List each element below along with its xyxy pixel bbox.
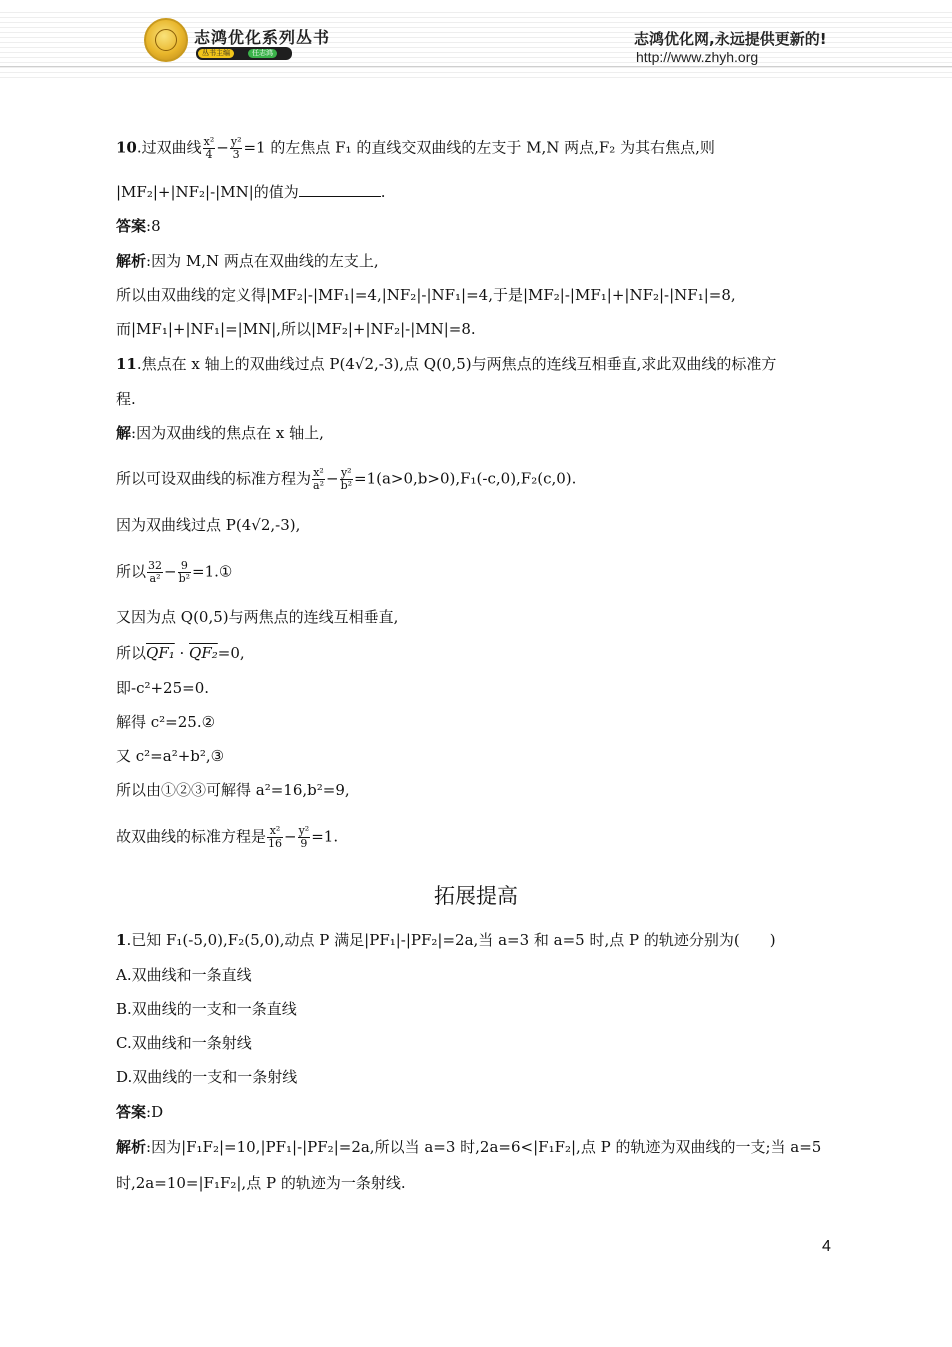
fraction-denominator: b² bbox=[178, 572, 191, 585]
q11-solution-10: 所以由①②③可解得 a²=16,b²=9, bbox=[116, 781, 350, 799]
analysis-text: :因为|F₁F₂|=10,|PF₁|-|PF₂|=2a,所以当 a=3 时,2a=6<|F₁F₂|,点 P 的轨迹为双曲线的一支;当 a=5 bbox=[146, 1138, 822, 1156]
q11-line-1 bbox=[116, 354, 776, 374]
dot-operator: · bbox=[174, 644, 190, 662]
q11-text: .焦点在 x 轴上的双曲线过点 P(4√2,-3),点 Q(0,5)与两焦点的连线互相垂直,求此双曲线的标准方 bbox=[136, 355, 777, 373]
fraction-numerator: 9 bbox=[178, 560, 191, 573]
q10-fraction-y bbox=[230, 136, 243, 161]
fraction bbox=[267, 825, 283, 850]
editor-name: 任志鸿 bbox=[248, 49, 277, 58]
q11-solution-4 bbox=[116, 560, 232, 585]
fraction-denominator: 16 bbox=[268, 837, 283, 850]
q11-number: 11 bbox=[116, 355, 137, 373]
q11-solution-9: 又 c²=a²+b²,③ bbox=[116, 747, 225, 765]
answer-value: :8 bbox=[146, 217, 161, 235]
editor-badge bbox=[196, 47, 292, 60]
q10-analysis-1 bbox=[116, 251, 379, 271]
answer-value: :D bbox=[146, 1103, 164, 1121]
fraction-denominator: 3 bbox=[232, 148, 240, 161]
solution-text: =1.① bbox=[192, 562, 233, 581]
analysis-label: 解析 bbox=[116, 252, 147, 270]
q11-solution-3: 因为双曲线过点 P(4√2,-3), bbox=[116, 516, 301, 534]
site-name: 志鸿优化网,永远提供更新的! bbox=[634, 30, 827, 48]
option-a: A.双曲线和一条直线 bbox=[116, 966, 252, 984]
page-header bbox=[0, 0, 952, 82]
vector-qf2: QF₂ bbox=[189, 644, 218, 662]
q10-answer bbox=[116, 216, 161, 236]
q11-solution-1 bbox=[116, 423, 324, 443]
fraction bbox=[312, 467, 325, 492]
fraction-denominator: 9 bbox=[300, 837, 308, 850]
fraction-numerator: 32 bbox=[148, 559, 163, 572]
solution-text: =1(a>0,b>0),F₁(-c,0),F₂(c,0). bbox=[354, 469, 577, 488]
q10-analysis-3: 而|MF₁|+|NF₁|=|MN|,所以|MF₂|+|NF₂|-|MN|=8. bbox=[116, 320, 476, 338]
q11-solution-11 bbox=[116, 825, 338, 850]
fraction bbox=[298, 825, 311, 850]
answer-label: 答案 bbox=[116, 217, 147, 235]
fraction bbox=[178, 560, 191, 585]
fraction-denominator: a² bbox=[313, 479, 324, 492]
ext1-question bbox=[116, 930, 776, 950]
solution-text: 所以可设双曲线的标准方程为 bbox=[116, 469, 312, 488]
fraction-denominator: a² bbox=[149, 572, 161, 585]
solution-text: 所以 bbox=[116, 562, 147, 581]
page-number: 4 bbox=[822, 1238, 831, 1255]
solution-text: =1. bbox=[311, 827, 339, 846]
ext1-number: 1 bbox=[116, 931, 127, 949]
solution-text: =0, bbox=[217, 644, 245, 662]
q11-solution-7: 即-c²+25=0. bbox=[116, 679, 210, 697]
fraction-numerator: y² bbox=[298, 824, 310, 837]
fraction bbox=[147, 560, 163, 585]
option-d: D.双曲线的一支和一条射线 bbox=[116, 1068, 298, 1086]
ext1-analysis-2: 时,2a=10=|F₁F₂|,点 P 的轨迹为一条射线. bbox=[116, 1174, 406, 1192]
minus-sign: − bbox=[325, 469, 339, 488]
q10-analysis-2: 所以由双曲线的定义得|MF₂|-|MF₁|=4,|NF₂|-|NF₁|=4,于是|MF₂|-|MF₁|+|NF₂|-|NF₁|=8, bbox=[116, 286, 736, 304]
series-title: 志鸿优化系列丛书 bbox=[194, 28, 331, 47]
section-title: 拓展提高 bbox=[434, 884, 518, 908]
option-c: C.双曲线和一条射线 bbox=[116, 1034, 252, 1052]
answer-label: 答案 bbox=[116, 1103, 147, 1121]
vector-qf1: QF₁ bbox=[146, 644, 175, 662]
ext1-question-text: .已知 F₁(-5,0),F₂(5,0),动点 P 满足|PF₁|-|PF₂|=2a,当 a=3 和 a=5 时,点 P 的轨迹分别为( ) bbox=[126, 931, 776, 949]
q11-line-2: 程. bbox=[116, 390, 136, 408]
fraction-numerator: x² bbox=[203, 135, 215, 148]
q10-number: 10 bbox=[116, 138, 137, 157]
ext1-analysis-1 bbox=[116, 1137, 821, 1157]
q10-text-1: .过双曲线 bbox=[136, 138, 202, 157]
q10-line-2-end: . bbox=[380, 183, 386, 201]
analysis-text: :因为 M,N 两点在双曲线的左支上, bbox=[146, 252, 379, 270]
solution-label: 解 bbox=[116, 424, 132, 442]
solution-text: 所以 bbox=[116, 644, 147, 662]
header-divider bbox=[0, 66, 952, 67]
q11-solution-2 bbox=[116, 467, 576, 492]
q11-solution-5: 又因为点 Q(0,5)与两焦点的连线互相垂直, bbox=[116, 608, 399, 626]
minus-sign: − bbox=[216, 138, 229, 157]
minus-sign: − bbox=[164, 562, 177, 581]
q10-fraction-x bbox=[203, 136, 216, 161]
answer-blank bbox=[299, 182, 381, 197]
fraction-numerator: y² bbox=[230, 135, 242, 148]
fraction-denominator: b² bbox=[340, 479, 353, 492]
editor-label: 丛书主编 bbox=[198, 49, 234, 58]
fraction-denominator: 4 bbox=[205, 148, 213, 161]
q10-text-2: =1 的左焦点 F₁ 的直线交双曲线的左支于 M,N 两点,F₂ 为其右焦点,则 bbox=[243, 138, 715, 157]
fraction-numerator: y² bbox=[340, 466, 352, 479]
q11-solution-6 bbox=[116, 643, 245, 663]
site-url[interactable]: http://www.zhyh.org bbox=[636, 49, 759, 65]
logo-ring bbox=[155, 29, 177, 51]
q10-line-2 bbox=[116, 182, 386, 202]
zhihong-logo-icon bbox=[144, 18, 188, 62]
ext1-answer bbox=[116, 1102, 163, 1122]
fraction-numerator: x² bbox=[313, 466, 324, 479]
solution-text: 故双曲线的标准方程是 bbox=[116, 827, 267, 846]
q11-solution-8: 解得 c²=25.② bbox=[116, 713, 216, 731]
q10-line-1 bbox=[116, 136, 715, 161]
q10-line-2-text: |MF₂|+|NF₂|-|MN|的值为 bbox=[116, 183, 299, 201]
minus-sign: − bbox=[284, 827, 297, 846]
solution-text: :因为双曲线的焦点在 x 轴上, bbox=[131, 424, 324, 442]
fraction-numerator: x² bbox=[267, 825, 283, 838]
fraction bbox=[340, 467, 353, 492]
option-b: B.双曲线的一支和一条直线 bbox=[116, 1000, 297, 1018]
analysis-label: 解析 bbox=[116, 1138, 147, 1156]
